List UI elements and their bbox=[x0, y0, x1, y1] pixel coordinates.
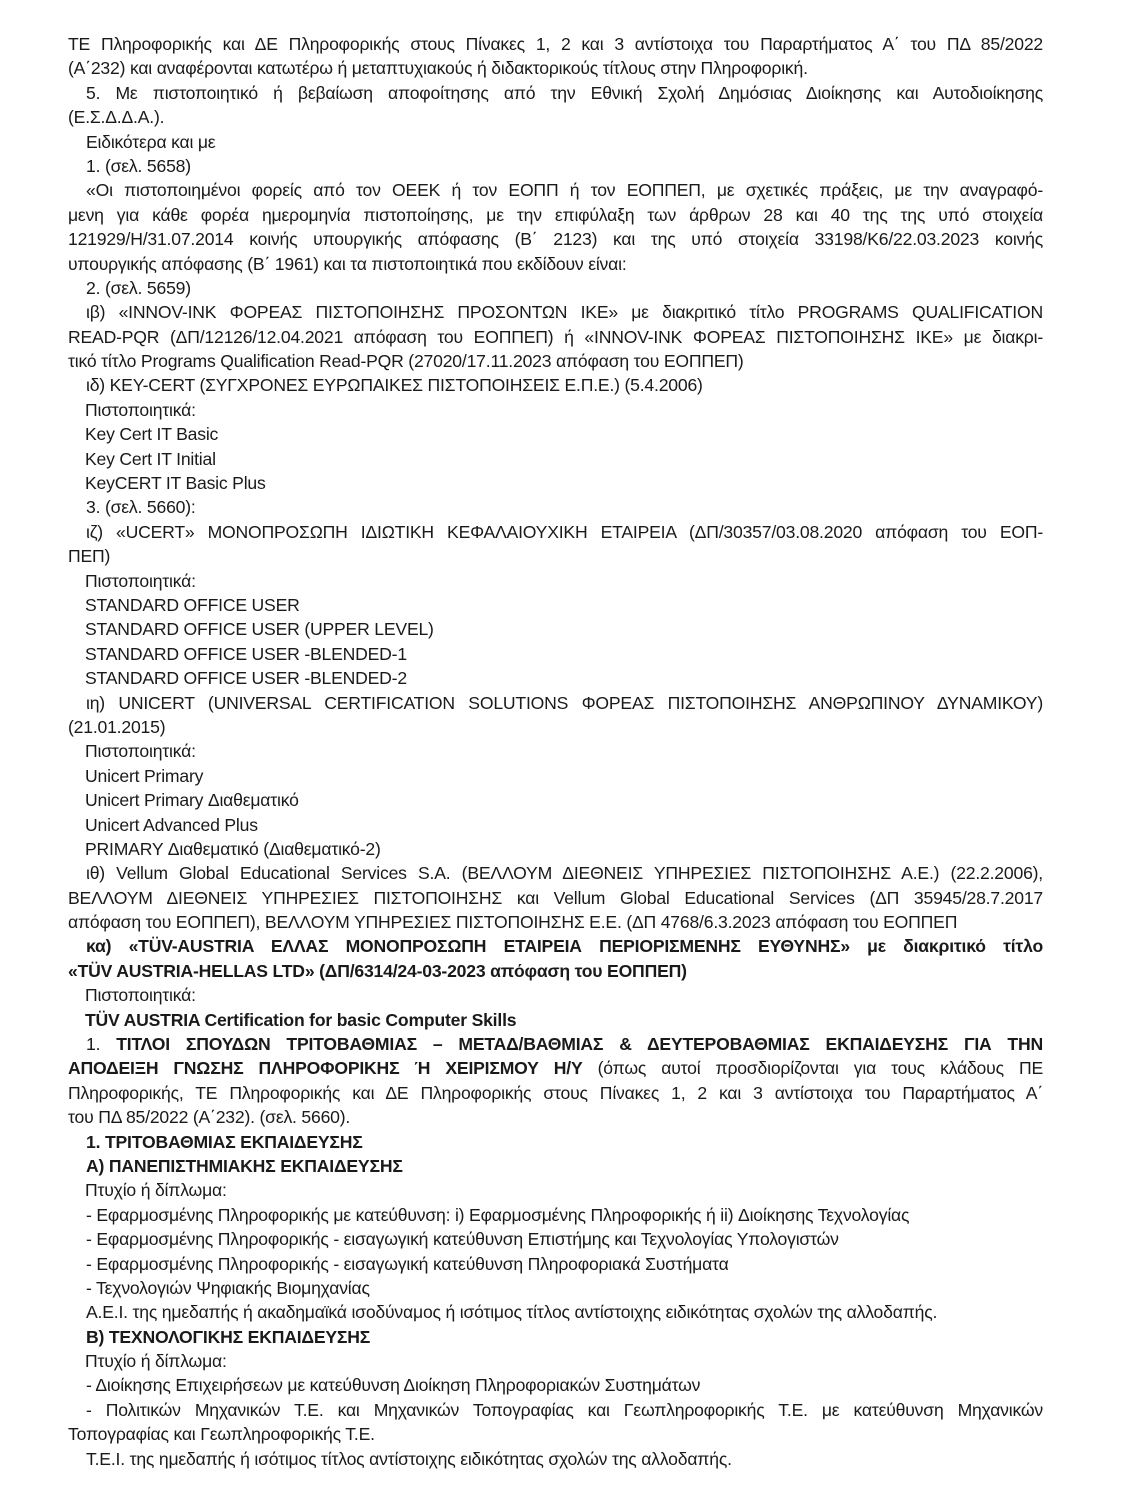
text-line: READ-PQR (ΔΠ/12126/12.04.2021 απόφαση του ΕΟΠΠΕΠ) ή «INNOV-INK ΦΟΡΕΑΣ ΠΙΣΤΟΠΟΙΗΣΗΣ ΙΚΕ» με διακρι- bbox=[68, 326, 1043, 347]
text-line: KeyCERT IT Basic Plus bbox=[85, 473, 266, 494]
text-line: STANDARD OFFICE USER -BLENDED-1 bbox=[85, 643, 407, 664]
text-line: ΒΕΛΛΟΥΜ ΔΙΕΘΝΕΙΣ ΥΠΗΡΕΣΙΕΣ ΠΙΣΤΟΠΟΙΗΣΗΣ και Vellum Global Educational Services (ΔΠ 35945/28.7.2017 bbox=[68, 887, 1043, 908]
text-line: Πιστοποιητικά: bbox=[85, 741, 196, 762]
text-line: Key Cert IT Basic bbox=[85, 424, 219, 445]
text-line: Πτυχίο ή δίπλωμα: bbox=[85, 1351, 227, 1372]
text-line: ιβ) «INNOV-INK ΦΟΡΕΑΣ ΠΙΣΤΟΠΟΙΗΣΗΣ ΠΡΟΣΟΝΤΩΝ ΙΚΕ» με διακριτικό τίτλο PROGRAMS QUALIFICATION bbox=[86, 302, 1043, 323]
text-line: (Ε.Σ.Δ.Δ.Α.). bbox=[68, 107, 165, 128]
text-line: TÜV AUSTRIA Certification for basic Computer Skills bbox=[85, 1009, 517, 1030]
text-line: Πληροφορικής, ΤΕ Πληροφορικής και ΔΕ Πληροφορικής στους Πίνακες 1, 2 και 3 αντίστοιχα του Παραρτήματος Α΄ bbox=[68, 1082, 1043, 1103]
text-line: ιζ) «UCERT» ΜΟΝΟΠΡΟΣΩΠΗ ΙΔΙΩΤΙΚΗ ΚΕΦΑΛΑΙΟΥΧΙΚΗ ΕΤΑΙΡΕΙΑ (ΔΠ/30357/03.08.2020 απόφαση του ΕΟΠ- bbox=[86, 521, 1043, 542]
text-line: ιθ) Vellum Global Educational Services S.A. (ΒΕΛΛΟΥΜ ΔΙΕΘΝΕΙΣ ΥΠΗΡΕΣΙΕΣ ΠΙΣΤΟΠΟΙΗΣΗΣ Α.Ε.) (22.2.2006), bbox=[86, 863, 1043, 884]
text-line: - Διοίκησης Επιχειρήσεων με κατεύθυνση Διοίκηση Πληροφοριακών Συστημάτων bbox=[86, 1375, 701, 1396]
text-line: PRIMARY Διαθεματικό (Διαθεματικό-2) bbox=[85, 838, 381, 859]
text-line: STANDARD OFFICE USER (UPPER LEVEL) bbox=[85, 619, 434, 640]
text-line: (Α΄232) και αναφέρονται κατωτέρω ή μεταπτυχιακούς ή διδακτορικούς τίτλους στην Πληροφορική. bbox=[68, 58, 808, 79]
text-line: του ΠΔ 85/2022 (Α΄232). (σελ. 5660). bbox=[68, 1107, 351, 1128]
text-line: Unicert Primary bbox=[85, 765, 204, 786]
text-line: μενη για κάθε φορέα ημερομηνία πιστοποίησης, με την επιφύλαξη των άρθρων 28 και 40 της της υπό στοιχεία bbox=[68, 204, 1043, 225]
text-line: STANDARD OFFICE USER -BLENDED-2 bbox=[85, 668, 407, 689]
text-line: Ειδικότερα και με bbox=[86, 131, 216, 152]
text-line: υπουργικής απόφασης (Β΄ 1961) και τα πιστοποιητικά που εκδίδουν είναι: bbox=[68, 253, 627, 274]
text-line: - Εφαρμοσμένης Πληροφορικής - εισαγωγική κατεύθυνση Πληροφοριακά Συστήματα bbox=[86, 1253, 729, 1274]
text-run: 1. bbox=[86, 1034, 117, 1055]
text-run: (όπως αυτοί προσδιορίζονται για τους κλάδους ΠΕ bbox=[582, 1058, 1043, 1079]
text-line bbox=[68, 1056, 1043, 1080]
text-line: Β) ΤΕΧΝΟΛΟΓΙΚΗΣ ΕΚΠΑΙΔΕΥΣΗΣ bbox=[86, 1326, 371, 1347]
text-line: (21.01.2015) bbox=[68, 716, 166, 737]
text-line: 1. (σελ. 5658) bbox=[86, 155, 191, 176]
text-line: Unicert Primary Διαθεματικό bbox=[85, 790, 299, 811]
text-line: Α.Ε.Ι. της ημεδαπής ή ακαδημαϊκά ισοδύναμος ή ισότιμος τίτλος αντίστοιχης ειδικότητας σχολών της αλλοδαπής. bbox=[86, 1302, 938, 1323]
text-line: Unicert Advanced Plus bbox=[85, 814, 258, 835]
text-line: «TÜV AUSTRIA-HELLAS LTD» (ΔΠ/6314/24-03-2023 απόφαση του ΕΟΠΠΕΠ) bbox=[68, 960, 687, 981]
text-run: ΑΠΟΔΕΙΞΗ ΓΝΩΣΗΣ ΠΛΗΡΟΦΟΡΙΚΗΣ Ή ΧΕΙΡΙΣΜΟΥ Η/Υ bbox=[68, 1058, 583, 1079]
text-line: STANDARD OFFICE USER bbox=[85, 594, 300, 615]
text-line: - Εφαρμοσμένης Πληροφορικής με κατεύθυνση: i) Εφαρμοσμένης Πληροφορικής ή ii) Διοίκησης Τεχνολογίας bbox=[86, 1204, 910, 1225]
text-line: Τ.Ε.Ι. της ημεδαπής ή ισότιμος τίτλος αντίστοιχης ειδικότητας σχολών της αλλοδαπής. bbox=[86, 1448, 732, 1469]
text-line: 2. (σελ. 5659) bbox=[86, 277, 191, 298]
text-line: Πιστοποιητικά: bbox=[85, 985, 196, 1006]
text-run: ΤΙΤΛΟΙ ΣΠΟΥΔΩΝ ΤΡΙΤΟΒΑΘΜΙΑΣ – ΜΕΤΑΔ/ΒΑΘΜΙΑΣ & ΔΕΥΤΕΡΟΒΑΘΜΙΑΣ ΕΚΠΑΙΔΕΥΣΗΣ ΓΙΑ ΤΗΝ bbox=[116, 1034, 1043, 1055]
text-line: - Εφαρμοσμένης Πληροφορικής - εισαγωγική κατεύθυνση Επιστήμης και Τεχνολογίας Υπολογιστών bbox=[86, 1229, 839, 1250]
text-line: - Τεχνολογιών Ψηφιακής Βιομηχανίας bbox=[86, 1277, 370, 1298]
text-line bbox=[68, 1032, 1043, 1056]
text-line: ΤΕ Πληροφορικής και ΔΕ Πληροφορικής στους Πίνακες 1, 2 και 3 αντίστοιχα του Παραρτήματος Α΄ του ΠΔ 85/2022 bbox=[68, 34, 1043, 54]
text-line: 5. Με πιστοποιητικό ή βεβαίωση αποφοίτησης από την Εθνική Σχολή Δημόσιας Διοίκησης και Αυτοδιοίκησης bbox=[86, 82, 1043, 103]
text-line: ιη) UNICERT (UNIVERSAL CERTIFICATION SOLUTIONS ΦΟΡΕΑΣ ΠΙΣΤΟΠΟΙΗΣΗΣ ΑΝΘΡΩΠΙΝΟΥ ΔΥΝΑΜΙΚΟΥ) bbox=[86, 692, 1043, 713]
text-line: «Οι πιστοποιημένοι φορείς από τον ΟΕΕΚ ή τον ΕΟΠΠ ή τον ΕΟΠΠΕΠ, με σχετικές πράξεις, με την αναγραφό- bbox=[86, 180, 1043, 201]
text-line: απόφαση του ΕΟΠΠΕΠ), ΒΕΛΛΟΥΜ ΥΠΗΡΕΣΙΕΣ ΠΙΣΤΟΠΟΙΗΣΗΣ Ε.Ε. (ΔΠ 4768/6.3.2023 απόφαση του ΕΟΠΠΕΠ bbox=[68, 912, 958, 933]
text-line: Α) ΠΑΝΕΠΙΣΤΗΜΙΑΚΗΣ ΕΚΠΑΙΔΕΥΣΗΣ bbox=[86, 1155, 403, 1176]
text-line: 121929/Η/31.07.2014 κοινής υπουργικής απόφασης (Β΄ 2123) και της υπό στοιχεία 33198/Κ6/22.03.2023 κοινής bbox=[68, 229, 1043, 250]
text-line: ΠΕΠ) bbox=[68, 546, 111, 567]
text-line: Key Cert IT Initial bbox=[85, 448, 216, 469]
text-line: τικό τίτλο Programs Qualification Read-PQR (27020/17.11.2023 απόφαση του ΕΟΠΠΕΠ) bbox=[68, 351, 744, 372]
text-line: Πτυχίο ή δίπλωμα: bbox=[85, 1180, 227, 1201]
text-line: ιδ) KEY-CERT (ΣΥΓΧΡΟΝΕΣ ΕΥΡΩΠΑΙΚΕΣ ΠΙΣΤΟΠΟΙΗΣΕΙΣ Ε.Π.Ε.) (5.4.2006) bbox=[86, 375, 703, 396]
text-line: 1. ΤΡΙΤΟΒΑΘΜΙΑΣ ΕΚΠΑΙΔΕΥΣΗΣ bbox=[86, 1131, 363, 1152]
text-line: Τοπογραφίας και Γεωπληροφορικής Τ.Ε. bbox=[68, 1424, 375, 1445]
text-line: 3. (σελ. 5660): bbox=[86, 497, 196, 518]
text-line: - Πολιτικών Μηχανικών Τ.Ε. και Μηχανικών Τοπογραφίας και Γεωπληροφορικής Τ.Ε. με κατεύθυνση Μηχανικών bbox=[86, 1399, 1043, 1420]
text-line: κα) «TÜV-AUSTRIA ΕΛΛΑΣ ΜΟΝΟΠΡΟΣΩΠΗ ΕΤΑΙΡΕΙΑ ΠΕΡΙΟΡΙΣΜΕΝΗΣ ΕΥΘΥΝΗΣ» με διακριτικό τίτλο bbox=[86, 936, 1043, 957]
text-line: Πιστοποιητικά: bbox=[85, 570, 196, 591]
text-line: Πιστοποιητικά: bbox=[85, 399, 196, 420]
